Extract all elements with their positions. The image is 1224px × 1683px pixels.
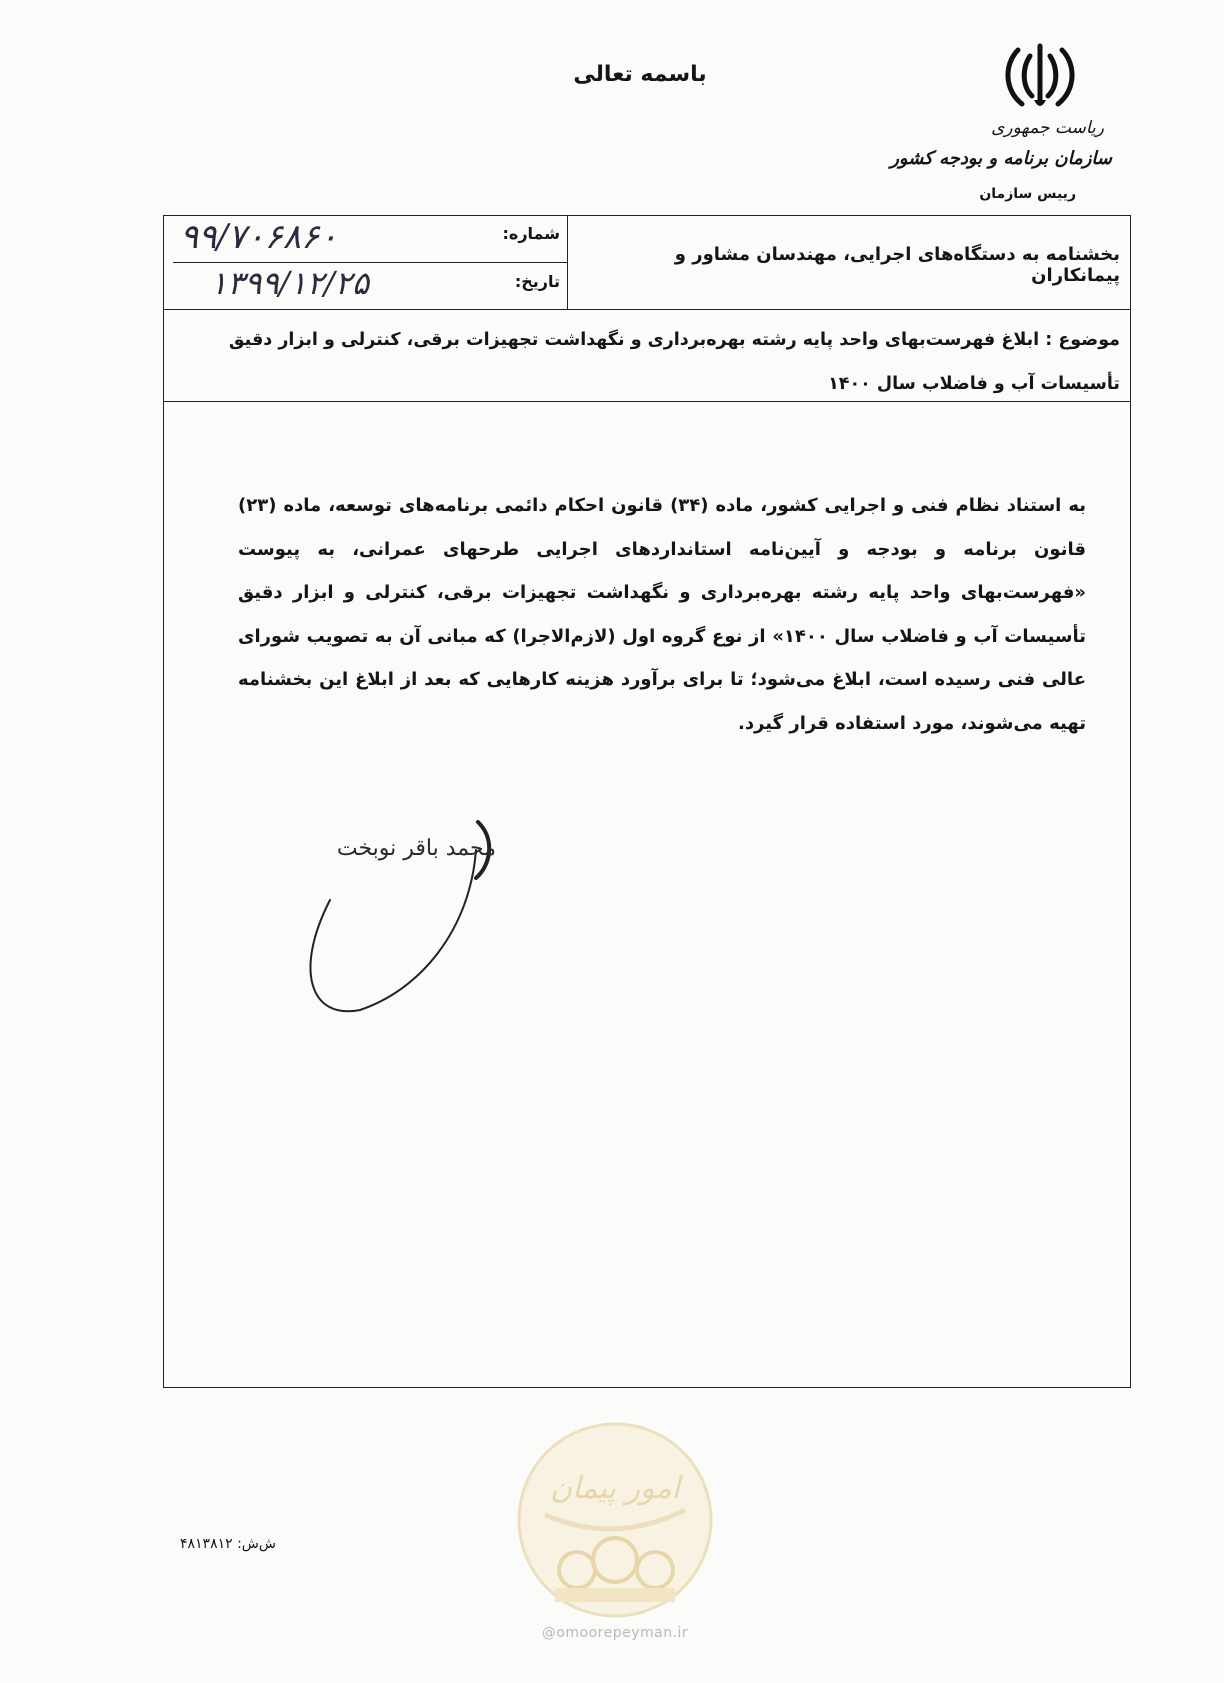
national-emblem-icon — [1000, 42, 1080, 114]
form-code: ش‌ش: ۴۸۱۳۸۱۲ — [180, 1536, 276, 1552]
org-head-title: رییس سازمان — [979, 186, 1076, 202]
site-url: @omoorepeyman.ir — [541, 1625, 689, 1641]
date-value: ۱۳۹۹/۱۲/۲۵ — [210, 264, 370, 302]
signatory-name: محمد باقر نوبخت — [336, 836, 496, 861]
letter-body: به استناد نظام فنی و اجرایی کشور، ماده (۳۴) قانون احکام دائمی برنامه‌های توسعه، ماده (۲۳) قانون برنامه و بودجه و آیین‌نامه استانداردهای اجرایی طرحهای عمرانی، به پیوست «فهرست‌بهای واحد پایه رشته بهره‌برداری و نگهداشت تجهیزات برقی، کنترلی و ابزار دقیق تأسیسات آب و فاضلاب سال ۱۴۰۰» از نوع گروه اول (لازم‌الاجرا) که مبانی آن به تصویب شورای عالی فنی رسیده است، ابلاغ می‌شود؛ تا برای برآورد هزینه کارهایی که بعد از ابلاغ این بخشنامه تهیه می‌شوند، مورد استفاده قرار گیرد. — [238, 495, 1087, 734]
watermark-text: امور پیمان — [550, 1471, 680, 1506]
subject-line: موضوع : ابلاغ فهرست‌بهای واحد پایه رشته بهره‌برداری و نگهداشت تجهیزات برقی، کنترلی و ابزار دقیق تأسیسات آب و فاضلاب سال ۱۴۰۰ — [228, 330, 1120, 394]
number-date-divider — [173, 262, 568, 263]
number-value: ۹۹/۷۰۶۸۶۰ — [180, 217, 338, 257]
recipients-line: بخشنامه به دستگاه‌های اجرایی، مهندسان مشاور و پیمانکاران — [674, 244, 1120, 286]
watermark-logo-icon — [515, 1420, 715, 1620]
number-label: شماره: — [502, 224, 560, 243]
org-presidency-logo-text: ریاست جمهوری — [991, 118, 1104, 138]
invocation-heading: باسمه تعالی — [573, 62, 707, 87]
date-label: تاریخ: — [514, 272, 560, 291]
org-name-logo-text: سازمان برنامه و بودجه کشور — [890, 148, 1112, 169]
